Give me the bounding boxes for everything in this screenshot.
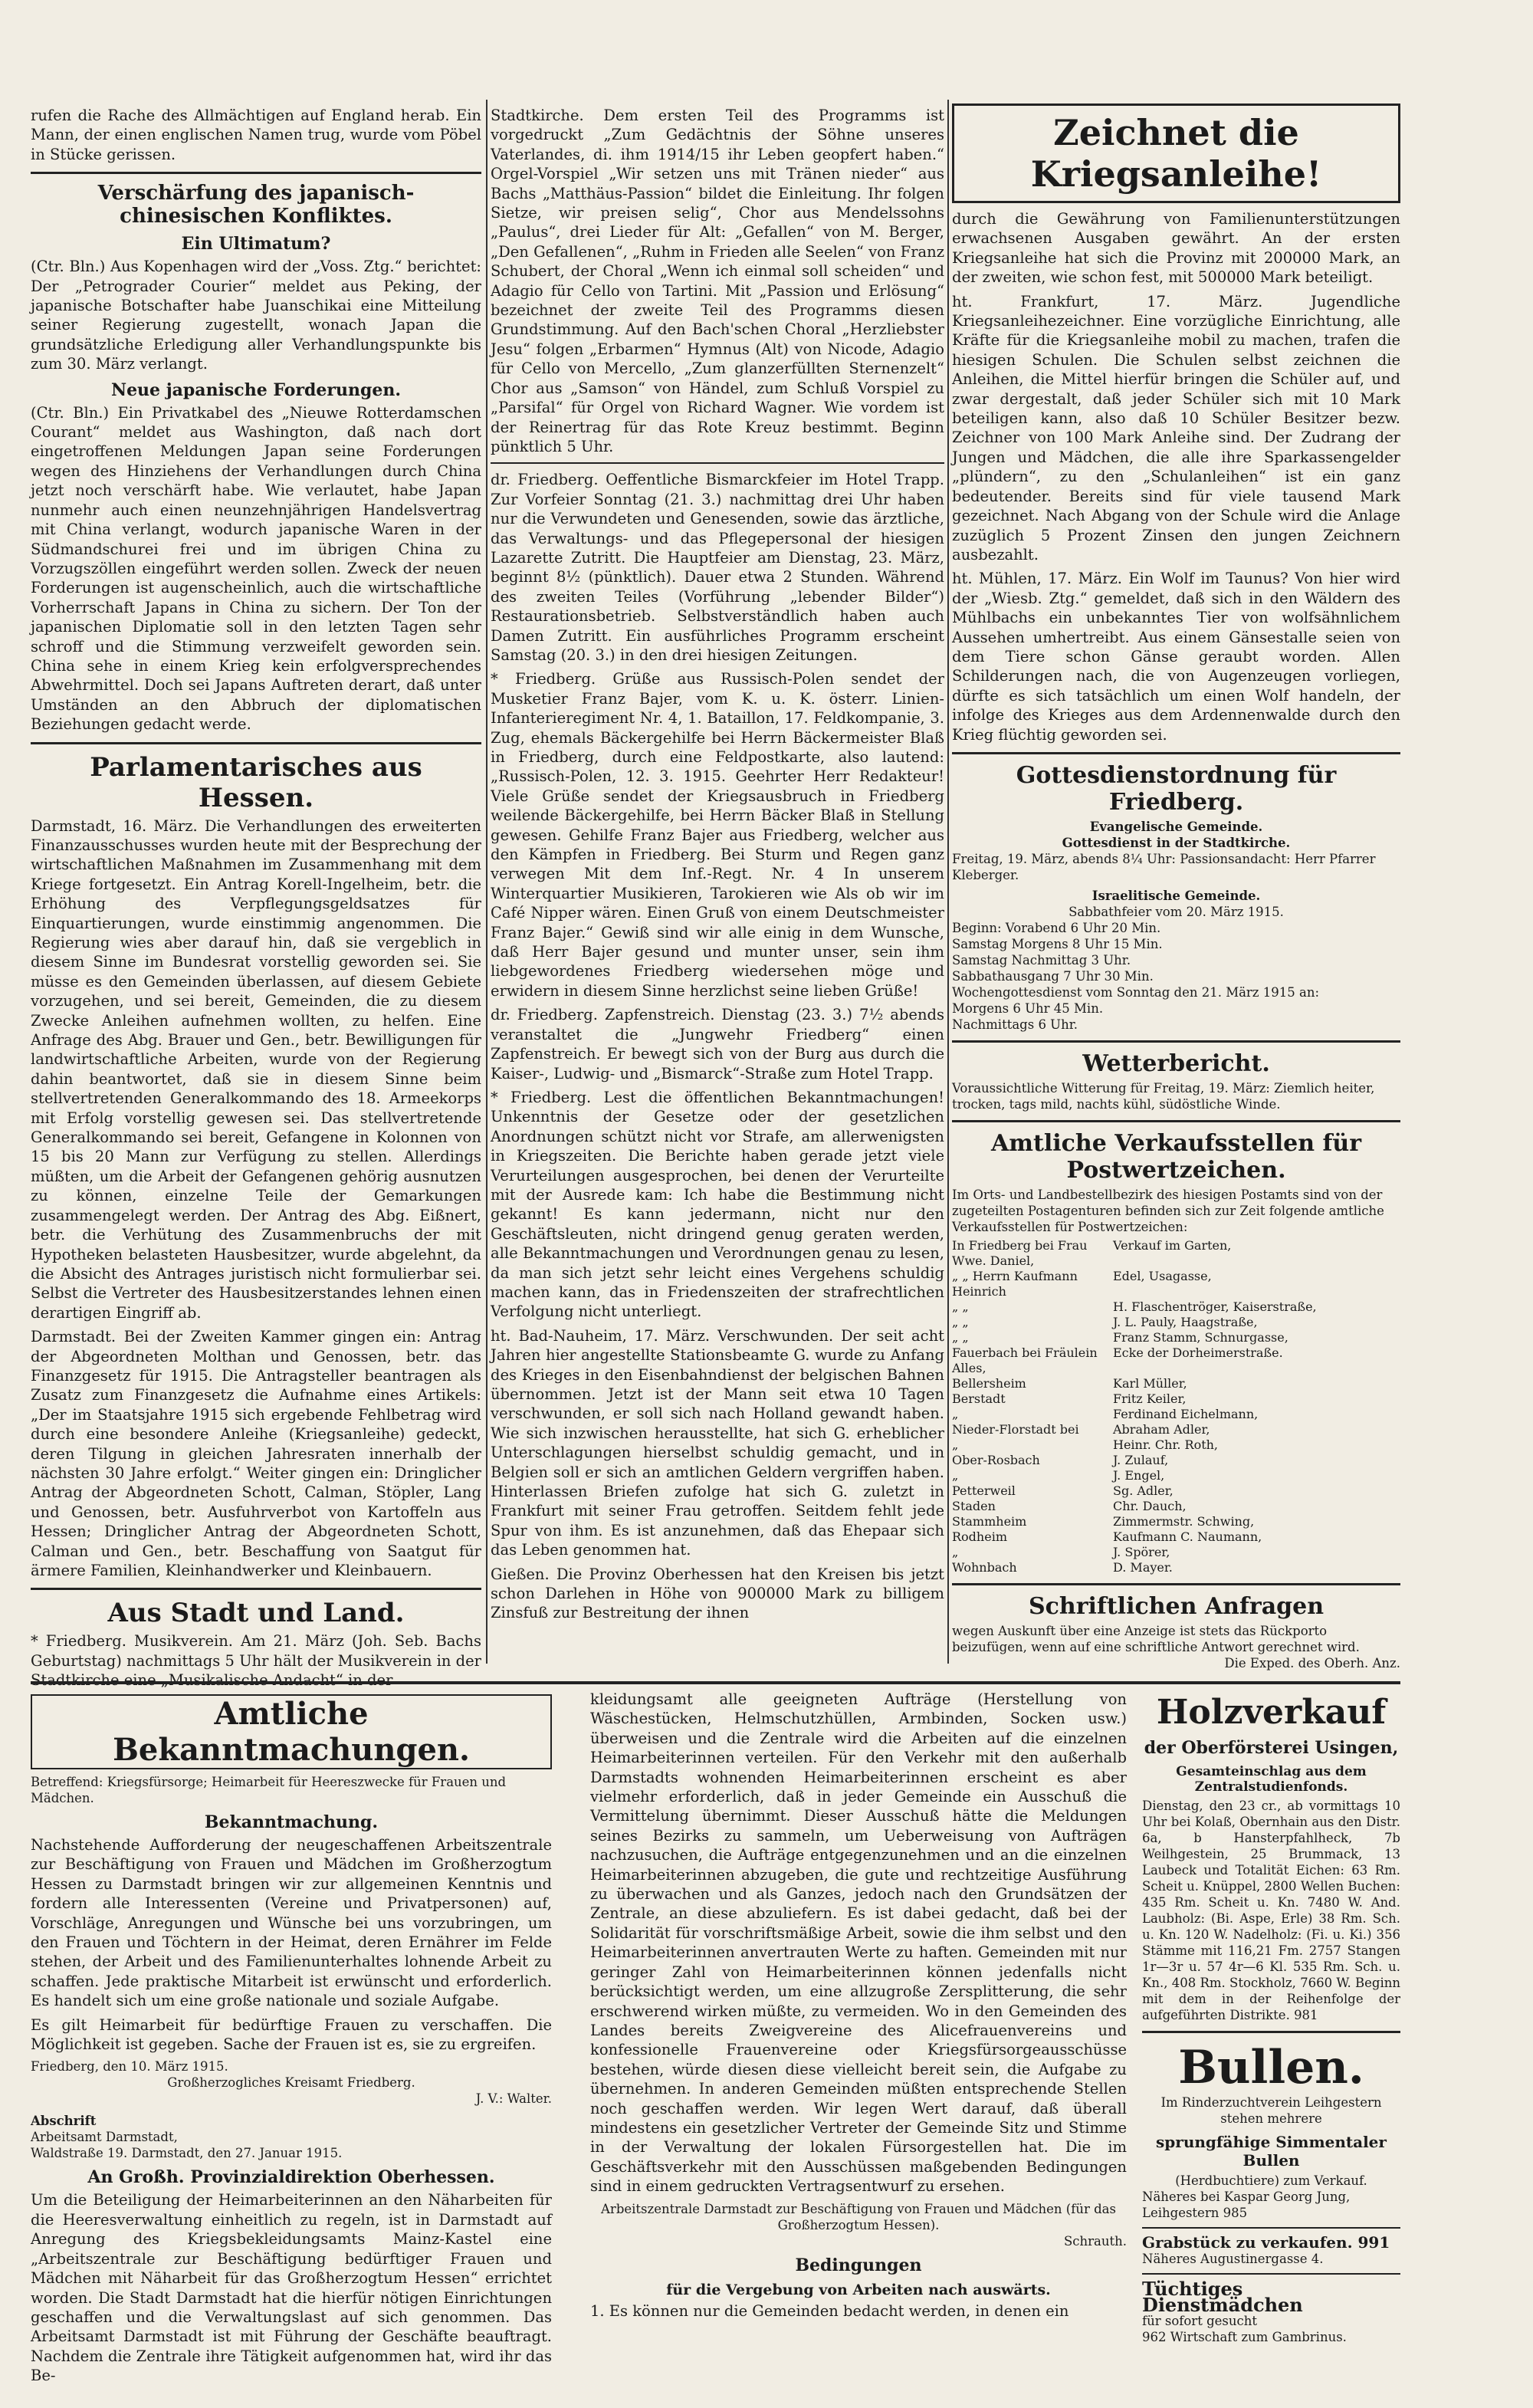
wood-ad-headline: Holzverkauf [1156, 1693, 1387, 1732]
divider [952, 752, 1400, 754]
post-place: Berstadt [952, 1391, 1006, 1406]
post-headline: Amtliche Verkaufsstellen für Postwertzeichen. [990, 1129, 1362, 1184]
post-place: „ [952, 1544, 959, 1559]
post-intro: Im Orts- und Landbestellbezirk des hiesigen Postamts sind von der zugeteilten Postagenturen befinden sich zur Zeit folgende amtliche Verkaufsstellen für Postwertzeichen: [952, 1187, 1384, 1234]
post-table-row [952, 1437, 1400, 1453]
post-table-row [952, 1529, 1400, 1545]
worship-israelite-3: Beginn: Vorabend 6 Uhr 20 Min. [952, 920, 1161, 935]
bulls-ad-text-2: sprungfähige Simmentaler Bullen [1156, 2133, 1387, 2170]
post-table-row [952, 1545, 1400, 1560]
post-place: „ „ [952, 1314, 969, 1329]
worship-evangelical: Evangelische Gemeinde. [1089, 819, 1263, 834]
lead-text: rufen die Rache des Allmächtigen auf England herab. Ein Mann, der einen englischen Namen trug, wurde vom Pöbel in Stücke gerissen. [31, 107, 481, 163]
post-vendor: Heinr. Chr. Roth, [1113, 1437, 1219, 1452]
ultimatum-text: (Ctr. Bln.) Aus Kopenhagen wird der „Voss. Ztg.“ berichtet: Der „Petrograder Courier“ meldet aus Peking, der japanische Botschafter habe Juanschikai eine Mitteilung seiner Regierung zugestellt, wonach Japan die grundsätzliche Erledigung aller Verhandlungspunkte bis zum 30. März verlangt. [31, 258, 481, 373]
notice-text-2: Es gilt Heimarbeit für bedürftige Frauen zu verschaffen. Die Möglichkeit ist gegeben. Sache der Frauen ist es, sie zu ergreifen. [31, 2015, 552, 2054]
post-table-row [952, 1315, 1400, 1330]
column-right [952, 0, 1400, 1690]
post-place: „ [952, 1437, 959, 1452]
parliament-headline: Parlamentarisches aus Hessen. [90, 751, 422, 813]
worship-israelite-6: Sabbathausgang 7 Uhr 30 Min. [952, 968, 1154, 984]
notices-headline: Amtliche Bekanntmachungen. [31, 1694, 552, 1769]
post-table-row [952, 1499, 1400, 1514]
wolf-text: ht. Mühlen, 17. März. Ein Wolf im Taunus? Von hier wird der „Wiesb. Ztg.“ gemeldet, daß sich in den Wäldern des Mühlbachs ein unbekanntes Tier von wolfsähnlichem Aussehen umhertreibt. Aus einem Gänsestalle seien von dem Tiere schon Gänse geraubt worden. Allen Schilderungen nach, die von Augenzeugen vorliegen, dürfte es sich tatsächlich um einen Wolf handeln, der infolge des Krieges aus dem Ardennenwalde durch den Krieg flüchtig geworden sei. [952, 570, 1400, 744]
divider [952, 1040, 1400, 1043]
post-table-row [952, 1514, 1400, 1529]
post-vendor: J. Engel, [1113, 1467, 1165, 1483]
worship-israelite: Israelitische Gemeinde. [1091, 888, 1261, 903]
divider [1142, 2031, 1400, 2033]
notices-middle [590, 1685, 1127, 2375]
central-office: Arbeitszentrale Darmstadt zur Beschäftigung von Frauen und Mädchen (für das Großherzogtum Hessen). [601, 2201, 1116, 2232]
notices-subject: Betreffend: Kriegsfürsorge; Heimarbeit für Heereszwecke für Frauen und Mädchen. [31, 1775, 507, 1805]
weather-text: Voraussichtliche Witterung für Freitag, 19. März: Ziemlich heiter, trocken, tags mild, nachts kühl, südöstliche Winde. [952, 1080, 1375, 1112]
divider [491, 462, 944, 464]
post-vendor: Sg. Adler, [1113, 1483, 1174, 1498]
post-place: „ „ [952, 1329, 969, 1345]
post-table-row [952, 1391, 1400, 1407]
post-table-row [952, 1407, 1400, 1422]
grave-ad: Grabstück zu verkaufen. 991 [1142, 2233, 1390, 2252]
demands-text: (Ctr. Bln.) Ein Privatkabel des „Nieuwe Rotterdamschen Courant“ meldet aus Washington, daß nach dort eingetroffenen Meldungen Japan seine Forderungen wegen des Hinziehens der Verhandlungen durch China jetzt noch verschärft habe. Wie verlautet, habe Japan nunmehr auch einen neunzehnjährigen Handelsvertrag mit China verlangt, wodurch japanische Waren in der Südmandschurei frei und im übrigen China zu Vorzugszöllen eingeführt werden sollen. Zweck der neuen Forderungen ist augenscheinlich, auch die wirtschaftliche Vorherrschaft Japans in China zu sichern. Der Ton der japanischen Diplomatie soll in den letzten Tagen sehr schroff und die Stimmung verzweifelt geworden sein. China sehe in einem Krieg kein erfolgversprechendes Abwehrmittel. Doch sei Japans Auftreten derart, daß unter Umständen an den Abbruch der diplomatischen Beziehungen gedacht werde. [31, 403, 481, 734]
post-place: Stammheim [952, 1513, 1027, 1529]
wood-ad-text: Dienstag, den 23 cr., ab vormittags 10 Uhr bei Kolaß, Obernhain aus den Distr. 6a, b Hansterpfahlheck, 7b Weilhgestein, 25 Brummack, 13 Laubeck und Totalität Eichen: 63 Rm. Scheit u. Knüppel, 2800 Wellen Buchen: 435 Rm. Scheit u. Kn. 7480 W. And. Laubholz: (Bi. Aspe, Erle) 38 Rm. Sch. u. Kn. 120 W. Nadelholz: (Fi. u. Ki.) 356 Stämme mit 116,21 Fm. 2757 Stangen 1r—3r u. 57 4r—6 Kl. 535 Rm. Sch. u. Kn., 408 Rm. Stockholz, 7660 W. Beginn mit dem in der Reihenfolge der aufgeführten Distrikte. 981 [1142, 1799, 1400, 2022]
wood-ad-sub: der Oberförsterei Usingen, [1144, 1738, 1399, 1758]
local-news-text: * Friedberg. Musikverein. Am 21. März (Joh. Seb. Bachs Geburtstag) nachmittags 5 Uhr hält der Musikverein in der Stadtkirche eine „Musikalische Andacht“ in der [31, 1632, 481, 1690]
post-place: Staden [952, 1498, 996, 1513]
office-address: Waldstraße 19. Darmstadt, den 27. Januar 1915. [31, 2146, 343, 2161]
maid-ad-3: 962 Wirtschaft zum Gambrinus. [1142, 2330, 1347, 2344]
post-table-row [952, 1422, 1400, 1437]
inquiries-text: wegen Auskunft über eine Anzeige ist stets das Rückporto beizufügen, wenn auf eine schriftliche Antwort gerechnet wird. [952, 1623, 1360, 1654]
concert-text: Stadtkirche. Dem ersten Teil des Programms ist vorgedruckt „Zum Gedächtnis der Söhne unseres Vaterlandes, di. ihm 1914/15 ihr Leben geopfert haben.“ Orgel-Vorspiel „Wir setzen uns mit Tränen nieder“ aus Bachs „Matthäus-Passion“ bildet die Einleitung. Ihr folgen Sietze, wir preisen selig“, Chor aus Mendelssohns „Paulus“, drei Lieder für Alt: „Gefallen“ von M. Berger, „Den Gefallenen“, „Ruhm in Frieden alle Seelen“ von Franz Schubert, der Choral „Wenn ich einmal soll scheiden“ und Adagio für Cello von Tartini. Mit „Passion und Erlösung“ bezeichnet der zweite Teil des Programms diesen Grundstimmung. Auf den Bach'schen Choral „Herzliebster Jesu“ folgen „Erbarmen“ Hymnus (Alt) von Nicode, Adagio für Cello von Mercello, „Zum glanzerfüllten Sternenzelt“ Chor aus „Samson“ von Händel, zum Schluß Vorspiel zu „Parsifal“ für Orgel von Richard Wagner. Wie vordem ist der Reinertrag für das Rote Kreuz bestimmt. Beginn pünktlich 5 Uhr. [491, 107, 944, 455]
post-place: „ „ Herrn Kaufmann Heinrich [952, 1268, 1078, 1299]
post-table-row [952, 1453, 1400, 1468]
post-vendor: Abraham Adler, [1113, 1421, 1210, 1437]
central-signature: Schrauth. [1063, 2233, 1127, 2249]
maid-ad-2: für sofort gesucht [1142, 2314, 1257, 2328]
post-place: „ „ [952, 1299, 969, 1314]
post-place: Wohnbach [952, 1559, 1017, 1575]
divider [952, 1120, 1400, 1122]
notice-signature: J. V.: Walter. [475, 2091, 552, 2107]
copy-label: Abschrift [31, 2114, 97, 2129]
post-place: Nieder-Florstadt bei [952, 1421, 1079, 1437]
conditions-text: 1. Es können nur die Gemeinden bedacht werden, in denen ein [590, 2301, 1069, 2320]
worship-evangelical-2: Gottesdienst in der Stadtkirche. [1062, 835, 1291, 850]
column-rule [486, 100, 487, 1664]
worship-israelite-2: Sabbathfeier vom 20. März 1915. [1069, 904, 1284, 919]
worship-israelite-7: Wochengottesdienst vom Sonntag den 21. März 1915 an: [952, 984, 1320, 1000]
post-place: Fauerbach bei Fräulein Alles, [952, 1345, 1098, 1375]
war-bond-banner-text: Zeichnet die Kriegsanleihe! [1030, 112, 1322, 195]
worship-israelite-8: Morgens 6 Uhr 45 Min. [952, 1000, 1104, 1016]
conditions-subtitle: für die Vergebung von Arbeiten nach auswärts. [666, 2281, 1051, 2298]
inquiries-signature: Die Exped. des Oberh. Anz. [1224, 1655, 1400, 1670]
bulls-ad-text-4: Näheres bei Kaspar Georg Jung, Leihgestern 985 [1142, 2190, 1351, 2220]
post-vendor: Verkauf im Garten, [1113, 1237, 1232, 1253]
post-table-row [952, 1345, 1400, 1376]
notice-text-3: Um die Beteiligung der Heimarbeiterinnen an den Näharbeiten für die Heeresverwaltung einheitlich zu regeln, ist in Darmstadt auf Anregung des Kriegsbekleidungsamts Mainz-Kastel eine „Arbeitszentrale zur Beschäftigung bedürftiger Frauen und Mädchen mit Näharbeit für das Großherzogtum Hessen“ errichtet worden. Die Stadt Darmstadt hat die hierfür nötigen Einrichtungen geschaffen und die Verwaltungslast auf sich genommen. Das Arbeitsamt Darmstadt ist mit Führung der Geschäfte beauftragt. Nachdem die Zentrale ihre Tätigkeit aufgenommen hat, wird ihr das Be- [31, 2191, 552, 2385]
post-place: „ [952, 1406, 959, 1421]
parliament-text-1: Darmstadt, 16. März. Die Verhandlungen des erweiterten Finanzausschusses wurden heute mit der Besprechung der wirtschaftlichen Maßnahmen im Zusammenhang mit dem Kriege fortgesetzt. Ein Antrag Korell-Ingelheim, betr. die Erhöhung des Verpflegungsgeldsatzes für Einquartierungen, wurde einstimmig angenommen. Die Regierung wies aber darauf hin, daß sie vergeblich in diesem Sinne im Bundesrat vorstellig geworden sei. Sie müsse es den Gemeinden überlassen, auf diesem Gebiete vorzugehen, und sei bereit, Gemeinden, die zu diesem Zwecke Anleihen aufnehmen wollten, zu helfen. Eine Anfrage des Abg. Brauer und Gen., betr. Bewilligungen für landwirtschaftliche Arbeiten, wurde von der Regierung dahin beantwortet, daß sie in diesem Sinne beim stellvertretenden Generalkommando des 18. Armeekorps mit Erfolg vorstellig gewesen sei. Das stellvertretende Generalkommando sei bereit, Gefangene in Kolonnen von 15 bis 20 Mann zur Verfügung zu stellen. Allerdings müßten, um die Arbeit der Gefangenen gehörig ausnutzen zu können, einzelne Teile der Gemarkungen zusammengelegt werden. Der Antrag des Abg. Eißnert, betr. die Verhütung des Zusammenbruchs der mit Hypotheken belasteten Hausbesitzer, wurde abgelehnt, da die Absicht des Antrages juristisch nicht formulierbar sei. Selbst die Vertreter des Hausbesitzerstandes lehnen einen derartigen Eingriff ab. [31, 816, 481, 1322]
worship-israelite-4: Samstag Morgens 8 Uhr 15 Min. [952, 936, 1163, 951]
post-vendor: D. Mayer. [1113, 1559, 1173, 1575]
bond-text: durch die Gewährung von Familienunterstützungen erwachsenen Ausgaben gewährt. An der ersten Kriegsanleihe hat sich die Provinz mit 200000 Mark, an der zweiten, wie schon fest, mit 500000 Mark beteiligt. [952, 210, 1400, 287]
maid-ad: Tüchtiges Dienstmädchen [1142, 2278, 1303, 2316]
post-vendor: Zimmermstr. Schwing, [1113, 1513, 1255, 1529]
column-left [31, 0, 481, 1690]
bulls-ad-text-3: (Herdbuchtiere) zum Verkauf. [1175, 2173, 1367, 2188]
worship-israelite-5: Samstag Nachmittag 3 Uhr. [952, 952, 1131, 967]
column-rule [947, 100, 949, 1664]
japan-headline: Verschärfung des japanisch-chinesischen Konfliktes. [97, 182, 415, 228]
tattoo-text: dr. Friedberg. Zapfenstreich. Dienstag (23. 3.) 7½ abends veranstaltet die „Jungwehr Friedberg“ einen Zapfenstreich. Er bewegt sich von der Burg aus durch die Kaiser-, Ludwig- und „Bismarck“-Straße zum Hotel Trapp. [491, 1006, 944, 1082]
notices-text: * Friedberg. Lest die öffentlichen Bekanntmachungen! Unkenntnis der Gesetze oder der gesetzlichen Anordnungen schützt nicht vor Strafe, am allerwenigsten in Kriegszeiten. Die Berichte haben gerade jetzt viele Verurteilungen ausgesprochen, bei denen der Verurteilte mit der Ausrede kam: Ich habe die Bestimmung nicht gekannt! Es kann jedermann, nicht nur den Geschäftsleuten, nicht dringend genug geraten werden, alle Bekanntmachungen und Verordnungen genau zu lesen, da man sich jetzt sehr leicht eines Vergehens schuldig machen kann, das in Friedenszeiten der strafrechtlichen Verfolgung nicht unterliegt. [491, 1088, 944, 1321]
notice-title: Bekanntmachung. [204, 1812, 379, 1832]
post-table-row [952, 1483, 1400, 1499]
notices-left [31, 1685, 552, 2385]
divider [31, 1588, 481, 1590]
divider [31, 742, 481, 744]
post-vendor: Ferdinand Eichelmann, [1113, 1406, 1259, 1421]
post-place: „ [952, 1467, 959, 1483]
bismarck-text: dr. Friedberg. Oeffentliche Bismarckfeier im Hotel Trapp. Zur Vorfeier Sonntag (21. 3.) nachmittag drei Uhr haben nur die Verwundeten und Genesenden, sowie das ärztliche, das Verwaltungs- und das Pflegepersonal der hiesigen Lazarette Zutritt. Die Hauptfeier am Dienstag, 23. März, beginnt 8½ (pünktlich). Dauer etwa 2 Stunden. Während des zweiten Teiles (Vorführung „lebender Bilder“) Restaurationsbetrieb. Selbstverständlich haben auch Damen Zutritt. Ein ausführliches Programm erscheint Samstag (20. 3.) in den drei hiesigen Zeitungen. [491, 471, 944, 664]
weather-headline: Wetterbericht. [1082, 1050, 1270, 1077]
divider [31, 172, 481, 174]
notice-text-4: kleidungsamt alle geeigneten Aufträge (Herstellung von Wäschestücken, Helmschutzhüllen, Armbinden, Socken usw.) überweisen und die Zentrale wird die Arbeiten auf die einzelnen Heimarbeiterinnen verteilen. Für den Verkehr mit den außerhalb Darmstadts wohnenden Heimarbeiterinnen erscheint es aber vielmehr erforderlich, daß in jeder Gemeinde ein Ausschuß die Vermittelung übernimmt. Dieser Ausschuß hätte die Meldungen seines Bezirks zu sammeln, um Ueberweisung von Aufträgen nachzusuchen, die Aufträge entgegenzunehmen und an die einzelnen Heimarbeiterinnen abzugeben, die gute und rechtzeitige Ausführung zu überwachen und als Ganzes, jedoch nach den Grundsätzen der Zentrale, an diese abzuliefern. Es ist dabei gedacht, daß bei der Solidarität für vorschriftsmäßige Arbeit, sowie die ihm selbst und den Heimarbeiterinnen anvertrauten Werte zu haften. Gemeinden mit nur geringer Zahl von Heimarbeiterinnen können jedenfalls nicht berücksichtigt werden, um eine allzugroße Zersplitterung, die sehr erschwerend wirken müßte, zu vermeiden. Wo in den Gemeinden des Landes bereits Zweigvereine des Alicefrauenvereins und konfessionelle Frauenvereine oder Kriegsfürsorgeausschüsse bestehen, würde diesen diese vielleicht bereit sein, die Aufgabe zu übernehmen. In anderen Gemeinden müßten entsprechende Stellen noch geschaffen werden. Wir legen Wert darauf, daß überall mindestens ein gesetzlicher Vertreter der Gemeinde Sitz und Stimme in der Verwaltung der lokalen Fürsorgestellen hat. Die im Geschäftsverkehr mit den Ausschüssen maßgebenden Bedingungen sind in einem gedruckten Vertragsentwurf zu ersehen. [590, 1690, 1127, 2196]
post-place: Rodheim [952, 1529, 1007, 1544]
worship-headline: Gottesdienstordnung für Friedberg. [1016, 761, 1337, 816]
worship-evangelical-3: Freitag, 19. März, abends 8¼ Uhr: Passionsandacht: Herr Pfarrer Kleberger. [952, 851, 1376, 882]
notice-text-1: Nachstehende Aufforderung der neugeschaffenen Arbeitszentrale zur Beschäftigung von Frauen und Mädchen im Großherzogtum Hessen zu Darmstadt bringen wir zur allgemeinen Kenntnis und fordern alle Interessenten (Vereine und Privatpersonen) auf, Vorschläge, Anregungen und Wünsche bei uns vorzubringen, um den Frauen und Töchtern in der Heimat, deren Ernährer im Felde stehen, der Arbeit und des Familienunterhaltes lohnende Arbeit zu schaffen. Jede praktische Mitarbeit ist erwünscht und erforderlich. Es handelt sich um eine große nationale und soziale Aufgabe. [31, 1836, 552, 2010]
post-vendor: J. Zulauf, [1113, 1452, 1169, 1467]
post-vendor: Edel, Usagasse, [1113, 1268, 1212, 1283]
notice-office: Großherzogliches Kreisamt Friedberg. [167, 2075, 415, 2091]
post-table-row [952, 1468, 1400, 1483]
conditions-title: Bedingungen [795, 2255, 922, 2275]
giessen-text: Gießen. Die Provinz Oberhessen hat den Kreisen bis jetzt schon Darlehen in Höhe von 900000 Mark zu billigem Zinsfuß zur Bestreitung der ihnen [491, 1565, 944, 1622]
ads-column [1142, 1685, 1400, 2375]
post-table-row [952, 1376, 1400, 1391]
war-bond-banner [952, 103, 1400, 203]
section-rule [31, 1681, 1400, 1684]
post-place: Petterweil [952, 1483, 1016, 1498]
post-table-row [952, 1299, 1400, 1315]
worship-israelite-9: Nachmittags 6 Uhr. [952, 1017, 1078, 1032]
bulls-ad-text-1: Im Rinderzuchtverein Leihgestern stehen mehrere [1160, 2095, 1382, 2126]
post-vendor: J. L. Pauly, Haagstraße, [1113, 1314, 1258, 1329]
post-vendor: Karl Müller, [1113, 1375, 1187, 1391]
divider [1142, 2227, 1400, 2229]
recipient: An Großh. Provinzialdirektion Oberhessen. [87, 2167, 495, 2188]
office-name: Arbeitsamt Darmstadt, [31, 2130, 178, 2145]
divider [952, 1583, 1400, 1585]
post-vendor: J. Spörer, [1113, 1544, 1170, 1559]
parliament-text-2: Darmstadt. Bei der Zweiten Kammer gingen ein: Antrag der Abgeordneten Molthan und Genossen, betr. das Finanzgesetz für 1915. Die Antragsteller beantragen als Zusatz zum Finanzgesetz die Aufnahme eines Artikels: „Der im Staatsjahre 1915 sich ergebende Fehlbetrag wird durch eine besondere Anleihe (Kriegsanleihe) gedeckt, deren Tilgung in gleichen Jahresraten innerhalb der nächsten 30 Jahre erfolgt.“ Weiter gingen ein: Dringlicher Antrag der Abgeordneten Schott, Calman, Stöpler, Lang und Genossen, betr. Ausfuhrverbot von Kartoffeln aus Hessen; Dringlicher Antrag der Abgeordneten Schott, Calman und Gen., betr. Beschaffung von Saatgut für ärmere Familien, Kleinhandwerker und Kleinbauern. [31, 1328, 481, 1579]
post-table-row [952, 1560, 1400, 1575]
grave-ad-2: Näheres Augustinergasse 4. [1142, 2252, 1324, 2266]
missing-text: ht. Bad-Nauheim, 17. März. Verschwunden. Der seit acht Jahren hier angestellte Stationsbeamte G. wurde zu Anfang des Krieges in den Eisenbahndienst der belgischen Bahnen übernommen. Jetzt ist der Mann seit etwa 10 Tagen verschwunden, er soll sich nach Holland gewandt haben. Wie sich inzwischen herausstellte, hat sich G. erheblicher Unterschlagungen hierselbst schuldig gemacht, und in Belgien soll er sich an amtlichen Geldern vergriffen haben. Hinterlassen Briefen zufolge hat sich G. zuletzt in Frankfurt mit seiner Frau getroffen. Seitdem fehlt jede Spur von ihm. Es ist anzunehmen, daß das Ehepaar sich das Leben genommen hat. [491, 1326, 944, 1559]
post-table [952, 1238, 1400, 1575]
bulls-ad-headline: Bullen. [1178, 2041, 1364, 2094]
wood-ad-sub2: Gesamteinschlag aus dem Zentralstudienfonds. [1176, 1764, 1367, 1795]
demands-headline: Neue japanische Forderungen. [110, 379, 402, 400]
inquiries-headline: Schriftlichen Anfragen [1028, 1592, 1325, 1620]
official-notices [31, 1685, 1400, 2385]
ultimatum-headline: Ein Ultimatum? [181, 234, 331, 255]
post-table-row [952, 1330, 1400, 1345]
post-vendor: H. Flaschentröger, Kaiserstraße, [1113, 1299, 1317, 1314]
post-vendor: Franz Stamm, Schnurgasse, [1113, 1329, 1288, 1345]
post-place: In Friedberg bei Frau Wwe. Daniel, [952, 1237, 1088, 1268]
post-vendor: Kaufmann C. Naumann, [1113, 1529, 1262, 1544]
greetings-text: * Friedberg. Grüße aus Russisch-Polen sendet der Musketier Franz Bajer, vom K. u. K. österr. Linien-Infanterieregiment Nr. 4, 1. Bataillon, 17. Feldkompanie, 3. Zug, ehemals Bäckergehilfe bei Herrn Bäckermeister Blaß in Friedberg, durch eine Feldpostkarte, also lautend: „Russisch-Polen, 12. 3. 1915. Geehrter Herr Redakteur! Viele Grüße sendet der Kriegsausbruch in Friedberg weilende Bäckergehilfe, bei Herrn Bäcker Blaß in Stellung gewesen. Gehilfe Franz Bajer aus Friedberg, welcher aus den Kämpfen in Friedberg. Bei Sturm und Regen ganz verwegen Mit dem Inf.-Regt. Nr. 4 In unserem Winterquartier Musikieren, Tarokieren wie Als ob wir im Café Nipper wären. Einen Gruß von einem Deutschmeister Franz Bajer.“ Gewiß sind wir alle einig in dem Wunsche, daß Herr Bajer gesund und munter unser, sein ihm liebgewordenes Friedberg wiedersehen möge und erwidern in diesem Sinne herzlichst seine lieben Grüße! [491, 670, 944, 1000]
column-middle [491, 0, 944, 1690]
post-vendor: Chr. Dauch, [1113, 1498, 1187, 1513]
post-table-row [952, 1269, 1400, 1299]
local-news-headline: Aus Stadt und Land. [107, 1598, 405, 1629]
notice-date: Friedberg, den 10. März 1915. [31, 2059, 228, 2075]
post-table-row [952, 1238, 1400, 1269]
post-vendor: Fritz Keiler, [1113, 1391, 1187, 1406]
frankfurt-text: ht. Frankfurt, 17. März. Jugendliche Kriegsanleihezeichner. Eine vorzügliche Einrichtung, alle Kräfte für die Kriegsanleihe mobil zu machen, trafen die hiesigen Schulen. Die Schulen selbst zeichnen die Anleihen, die Mittel hierfür bringen die Schüler auf, und zwar dergestalt, daß jeder Schüler sich mit 10 Mark beteiligen kann, also daß 10 Schüler Besitzer bezw. Zeichner von 100 Mark Anleihe sind. Der Zudrang der Jungen und Mädchen, die alle ihre Sparkassengelder „plündern“, zu den „Schulanleihen“ ist ein ganz bedeutender. Bereits sind für viele tausend Mark gezeichnet. Nach Abgang von der Schule wird die Anlage zuzüglich 5 Prozent Zinsen den jungen Zeichnern ausbezahlt. [952, 292, 1400, 563]
post-place: Ober-Rosbach [952, 1452, 1040, 1467]
post-place: Bellersheim [952, 1375, 1026, 1391]
divider [1142, 2273, 1400, 2275]
post-vendor: Ecke der Dorheimerstraße. [1113, 1345, 1283, 1360]
